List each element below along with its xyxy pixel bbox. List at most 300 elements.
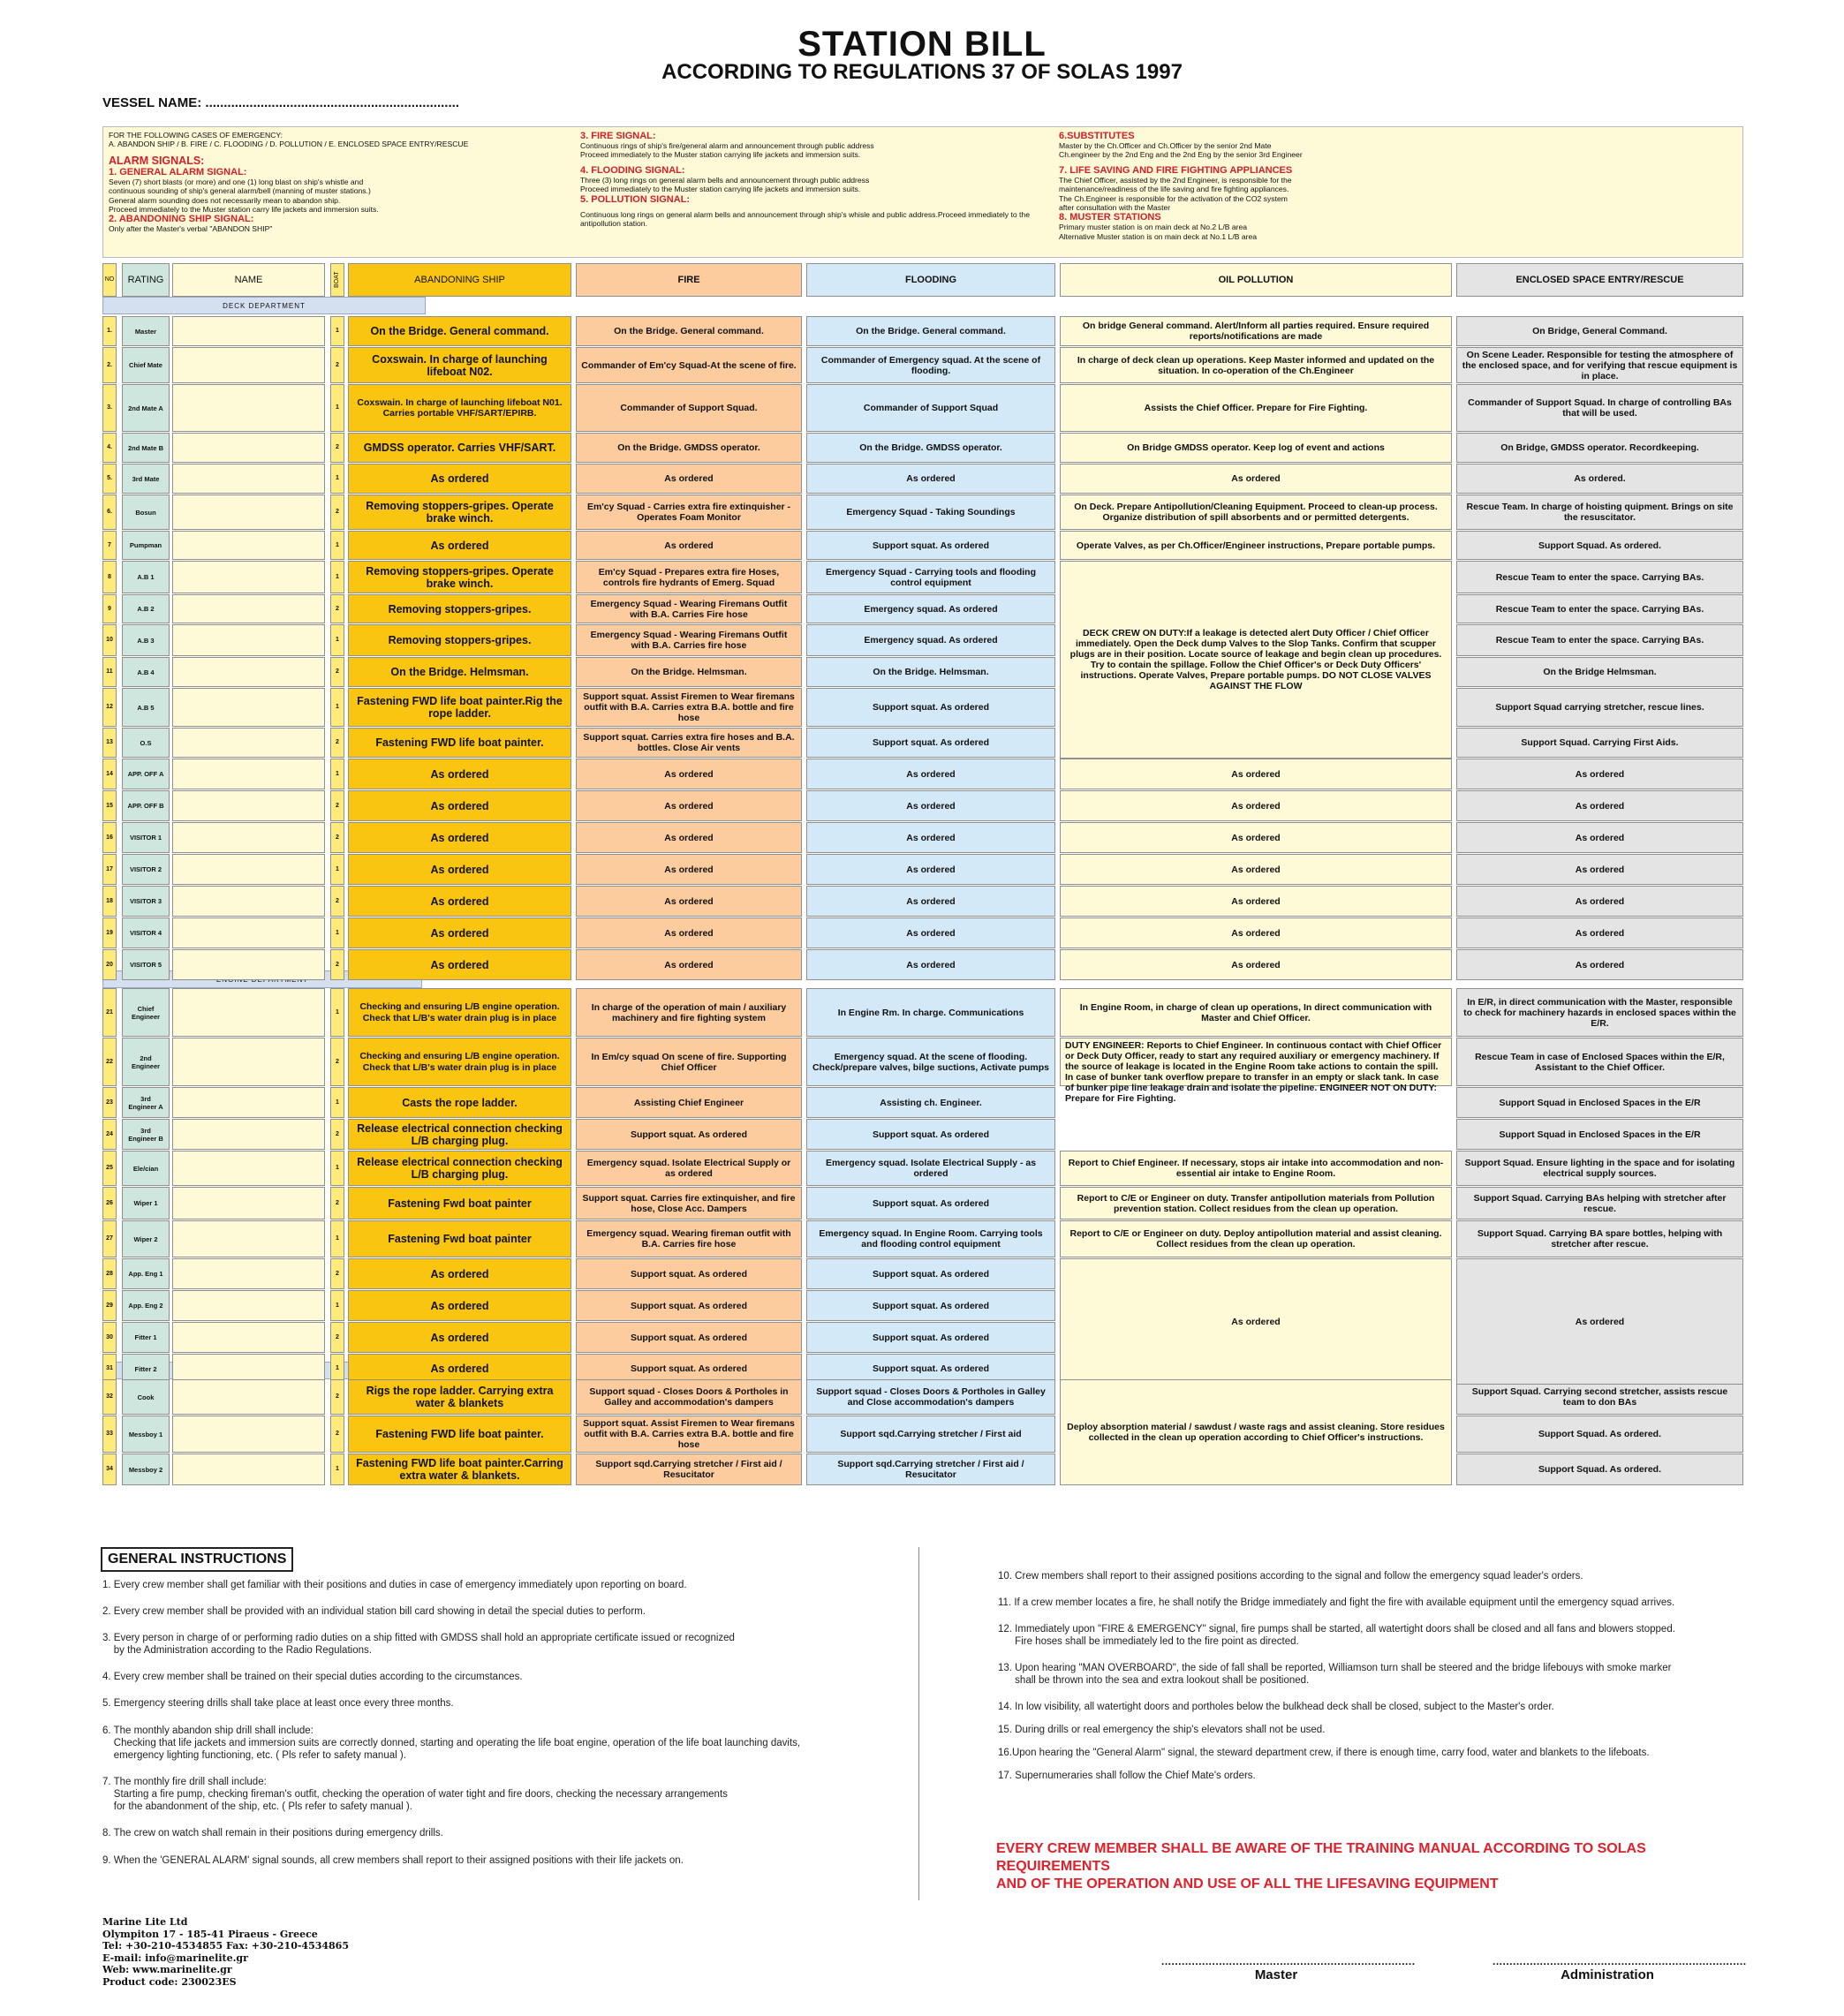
duty-abandon-ship: Removing stoppers-gripes. (348, 594, 571, 623)
instruction-line: Checking that life jackets and immersion suits are correctly donned, starting and operating the life boat engine, operation of the life boat launching davits, (102, 1738, 801, 1748)
row-boat: 2 (330, 495, 344, 530)
row-number: 10 (102, 624, 117, 656)
duty-flooding: Support squat. As ordered (806, 1187, 1055, 1219)
duty-oil-pollution-engine: As ordered (1060, 1258, 1452, 1385)
row-number: 27 (102, 1220, 117, 1257)
duty-enclosed-space: As ordered (1456, 886, 1743, 917)
duty-fire: Support squat. Carries extra fire hoses and B.A. bottles. Close Air vents (576, 728, 802, 758)
duty-enclosed-space: Support Squad. Ensure lighting in the space and for isolating electrical supply sources. (1456, 1151, 1743, 1186)
duty-fire: In Em/cy squad On scene of fire. Supporting Chief Officer (576, 1038, 802, 1086)
row-name-field[interactable] (172, 657, 325, 687)
instruction-line: by the Administration according to the Radio Regulations. (102, 1645, 372, 1656)
pollution-signal-title: 5. POLLUTION SIGNAL: (580, 193, 691, 205)
duty-abandon-ship: On the Bridge. General command. (348, 316, 571, 346)
duty-flooding: Emergency squad. As ordered (806, 594, 1055, 623)
row-name-field[interactable] (172, 1187, 325, 1219)
row-rating: APP. OFF A (122, 759, 170, 789)
duty-abandon-ship: As ordered (348, 822, 571, 853)
row-name-field[interactable] (172, 1322, 325, 1353)
duty-fire: Em'cy Squad - Prepares extra fire Hoses, controls fire hydrants of Emerg. Squad (576, 561, 802, 593)
duty-fire: As ordered (576, 886, 802, 917)
row-name-field[interactable] (172, 1290, 325, 1321)
row-name-field[interactable] (172, 561, 325, 593)
row-name-field[interactable] (172, 822, 325, 853)
duty-flooding: As ordered (806, 917, 1055, 948)
duty-enclosed-space: In E/R, in direct communication with the Master, responsible to check for machinery hazards in enclosed spaces within the E/R. (1456, 988, 1743, 1037)
header-name: NAME (172, 263, 325, 297)
row-number: 2. (102, 347, 117, 383)
duty-fire: Support squat. As ordered (576, 1119, 802, 1150)
flooding-signal-title: 4. FLOODING SIGNAL: (580, 164, 685, 176)
signal-text: antipollution station. (580, 219, 647, 229)
row-boat: 1 (330, 561, 344, 593)
signal-text: Ch.engineer by the 2nd Eng and the 2nd Eng by the senior 3rd Engineer (1059, 150, 1303, 160)
row-rating: Fitter 1 (122, 1322, 170, 1353)
row-number: 19 (102, 917, 117, 948)
duty-flooding: On the Bridge. Helmsman. (806, 657, 1055, 687)
row-name-field[interactable] (172, 433, 325, 463)
intro-text: A. ABANDON SHIP / B. FIRE / C. FLOODING / D. POLLUTION / E. ENCLOSED SPACE ENTRY/RESCUE (109, 140, 469, 149)
duty-abandon-ship: As ordered (348, 1322, 571, 1353)
duty-fire: Support squat. Carries fire extinquisher, and fire hose, Close Acc. Dampers (576, 1187, 802, 1219)
row-name-field[interactable] (172, 949, 325, 980)
duty-enclosed-space: As ordered (1456, 854, 1743, 885)
duty-fire: Em'cy Squad - Carries extra fire extinquisher - Operates Foam Monitor (576, 495, 802, 530)
instruction-line: 8. The crew on watch shall remain in their positions during emergency drills. (102, 1828, 443, 1839)
duty-flooding: As ordered (806, 822, 1055, 853)
row-name-field[interactable] (172, 624, 325, 656)
row-name-field[interactable] (172, 988, 325, 1037)
duty-abandon-ship: Fastening FWD life boat painter.Rig the rope ladder. (348, 688, 571, 727)
row-boat: 1 (330, 316, 344, 346)
row-rating: Messboy 2 (122, 1453, 170, 1485)
instruction-line: 14. In low visibility, all watertight doors and portholes below the bulkhead deck shall be closed, subject to the Master's order. (998, 1702, 1554, 1712)
duty-oil-pollution: Operate Valves, as per Ch.Officer/Engineer instructions, Prepare portable pumps. (1060, 531, 1452, 560)
header-fire: FIRE (576, 263, 802, 297)
row-boat: 1 (330, 464, 344, 494)
duty-enclosed-space: As ordered (1456, 949, 1743, 980)
instruction-line: 7. The monthly fire drill shall include: (102, 1777, 267, 1787)
duty-fire: Support squat. As ordered (576, 1322, 802, 1353)
instruction-line: Starting a fire pump, checking fireman's outfit, checking the operation of water tight and fire doors, checking the necessary arrangements (102, 1789, 728, 1800)
duty-oil-pollution: As ordered (1060, 886, 1452, 917)
row-rating: 3rd Engineer A (122, 1087, 170, 1118)
row-rating: Ele/cian (122, 1151, 170, 1186)
duty-abandon-ship: As ordered (348, 1258, 571, 1289)
station-bill-table (102, 263, 1743, 1521)
duty-oil-pollution: As ordered (1060, 759, 1452, 789)
row-number: 3. (102, 384, 117, 432)
duty-flooding: As ordered (806, 854, 1055, 885)
duty-enclosed-space: Support Squad. As ordered. (1456, 1453, 1743, 1485)
duty-fire: Support sqd.Carrying stretcher / First aid / Resucitator (576, 1453, 802, 1485)
row-name-field[interactable] (172, 594, 325, 623)
duty-flooding: Support squat. As ordered (806, 1290, 1055, 1321)
duty-flooding: As ordered (806, 790, 1055, 821)
row-number: 20 (102, 949, 117, 980)
training-warning (996, 1840, 1756, 1893)
duty-oil-pollution: In charge of deck clean up operations. Keep Master informed and updated on the situation. In co-operation of the Ch.Engineer (1060, 347, 1452, 383)
duty-flooding: As ordered (806, 886, 1055, 917)
duty-fire: As ordered (576, 949, 802, 980)
master-signature[interactable] (1161, 1955, 1416, 1982)
duty-fire: As ordered (576, 822, 802, 853)
duty-abandon-ship: Release electrical connection checking L/B charging plug. (348, 1119, 571, 1150)
duty-abandon-ship: Removing stoppers-gripes. Operate brake winch. (348, 495, 571, 530)
row-boat: 1 (330, 384, 344, 432)
signal-text: continuous sounding of ship's general alarm/bell (manning of muster stations.) (109, 186, 371, 196)
duty-abandon-ship: As ordered (348, 790, 571, 821)
row-rating: A.B 3 (122, 624, 170, 656)
lsa-title: 7. LIFE SAVING AND FIRE FIGHTING APPLIANCES (1059, 164, 1293, 176)
duty-oil-pollution: Report to C/E or Engineer on duty. Deploy antipollution material and assist cleaning. Collect residues from the clean up operation. (1060, 1220, 1452, 1257)
duty-fire: Support squat. As ordered (576, 1354, 802, 1384)
row-rating: 2nd Mate A (122, 384, 170, 432)
duty-enclosed-space: Support Squad. As ordered. (1456, 1416, 1743, 1453)
row-rating: 2nd Engineer (122, 1038, 170, 1086)
publisher-info (102, 1916, 349, 1988)
row-rating: VISITOR 2 (122, 854, 170, 885)
alarm-signals-panel (102, 126, 1743, 258)
duty-fire: As ordered (576, 854, 802, 885)
row-name-field[interactable] (172, 854, 325, 885)
duty-abandon-ship: As ordered (348, 1354, 571, 1384)
row-name-field[interactable] (172, 1379, 325, 1415)
header-flooding: FLOODING (806, 263, 1055, 297)
row-name-field[interactable] (172, 759, 325, 789)
duty-flooding: Assisting ch. Engineer. (806, 1087, 1055, 1118)
row-name-field[interactable] (172, 886, 325, 917)
instruction-line: 3. Every person in charge of or performing radio duties on a ship fitted with GMDSS shall hold an appropriate certificate issued or recognized (102, 1633, 735, 1643)
duty-oil-pollution: Assists the Chief Officer. Prepare for Fire Fighting. (1060, 384, 1452, 432)
row-rating: Fitter 2 (122, 1354, 170, 1384)
signal-text: Three (3) long rings on general alarm bells and announcement through public address (580, 175, 870, 185)
header-oil-pollution: OIL POLLUTION (1060, 263, 1452, 297)
duty-enclosed-space: As ordered (1456, 759, 1743, 789)
duty-abandon-ship: Fastening FWD life boat painter. (348, 728, 571, 758)
deck-department-band: DECK DEPARTMENT (102, 297, 426, 314)
row-number: 18 (102, 886, 117, 917)
vessel-name-field[interactable]: VESSEL NAME: ..................................................................... (102, 95, 459, 110)
instruction-line: 13. Upon hearing "MAN OVERBOARD", the side of fall shall be reported, Williamson turn shall be steered and the bridge lifebouys with smoke marker (998, 1663, 1672, 1673)
duty-abandon-ship: Rigs the rope ladder. Carrying extra water & blankets (348, 1379, 571, 1415)
duty-fire: As ordered (576, 917, 802, 948)
duty-enclosed-space: Support Squad carrying stretcher, rescue lines. (1456, 688, 1743, 727)
duty-abandon-ship: Fastening FWD life boat painter. (348, 1416, 571, 1453)
duty-enclosed-space: On Scene Leader. Responsible for testing the atmosphere of the enclosed space, and for verifying that rescue equipment is in place. (1456, 347, 1743, 383)
duty-flooding: Support squad - Closes Doors & Portholes in Galley and Close accommodation's dampers (806, 1379, 1055, 1415)
row-number: 33 (102, 1416, 117, 1453)
master-label: Master (1254, 1967, 1298, 1982)
signal-text: The Ch.Engineer is responsible for the activation of the CO2 system (1059, 193, 1288, 203)
duty-flooding: Commander of Emergency squad. At the scene of flooding. (806, 347, 1055, 383)
row-boat: 2 (330, 433, 344, 463)
duty-fire: On the Bridge. GMDSS operator. (576, 433, 802, 463)
row-rating: A.B 1 (122, 561, 170, 593)
row-number: 5. (102, 464, 117, 494)
row-boat: 1 (330, 1151, 344, 1186)
row-rating: Cook (122, 1379, 170, 1415)
instruction-line: 4. Every crew member shall be trained on their special duties according to the circumstances. (102, 1672, 523, 1682)
duty-flooding: As ordered (806, 464, 1055, 494)
duty-abandon-ship: As ordered (348, 949, 571, 980)
row-number: 15 (102, 790, 117, 821)
row-name-field[interactable] (172, 1453, 325, 1485)
row-name-field[interactable] (172, 464, 325, 494)
row-name-field[interactable] (172, 917, 325, 948)
instruction-line: 2. Every crew member shall be provided with an individual station bill card showing in detail the special duties to perform. (102, 1606, 646, 1617)
duty-oil-pollution: On bridge General command. Alert/Inform all parties required. Ensure required reports/notifications are made (1060, 316, 1452, 346)
row-rating: VISITOR 4 (122, 917, 170, 948)
duty-enclosed-space: Rescue Team in case of Enclosed Spaces within the E/R, Assistant to the Chief Officer. (1456, 1038, 1743, 1086)
duty-oil-pollution: As ordered (1060, 822, 1452, 853)
instruction-line: 6. The monthly abandon ship drill shall include: (102, 1725, 314, 1736)
signals-col-3 (1059, 131, 1553, 241)
duty-flooding: Support squat. As ordered (806, 531, 1055, 560)
signature-line: ........................................................................... (1493, 1955, 1747, 1967)
instructions-divider (918, 1547, 919, 1900)
duty-abandon-ship: Coxswain. In charge of launching lifeboat N01. Carries portable VHF/SART/EPIRB. (348, 384, 571, 432)
duty-abandon-ship: Casts the rope ladder. (348, 1087, 571, 1118)
instruction-line: 11. If a crew member locates a fire, he shall notify the Bridge immediately and fight the fire with available equipment until the emergency squad arrives. (998, 1597, 1675, 1608)
row-boat: 1 (330, 1290, 344, 1321)
duty-abandon-ship: As ordered (348, 464, 571, 494)
duty-fire: As ordered (576, 531, 802, 560)
row-boat: 2 (330, 1416, 344, 1453)
duty-flooding: Support squat. As ordered (806, 688, 1055, 727)
duty-flooding: Support squat. As ordered (806, 1322, 1055, 1353)
row-number: 30 (102, 1322, 117, 1353)
header-no: NO (102, 263, 117, 297)
instruction-line: 15. During drills or real emergency the ship's elevators shall not be used. (998, 1725, 1326, 1735)
duty-flooding: Emergency squad. Isolate Electrical Supply - as ordered (806, 1151, 1055, 1186)
duty-enclosed-space: As ordered. (1456, 464, 1743, 494)
row-boat: 1 (330, 759, 344, 789)
row-rating: Chief Engineer (122, 988, 170, 1037)
row-name-field[interactable] (172, 1087, 325, 1118)
row-number: 11 (102, 657, 117, 687)
row-boat: 2 (330, 1119, 344, 1150)
row-boat: 2 (330, 728, 344, 758)
row-boat: 1 (330, 1354, 344, 1384)
duty-enclosed-space: As ordered (1456, 790, 1743, 821)
instruction-line: Fire hoses shall be immediately led to the fire point as directed. (998, 1636, 1299, 1647)
duty-enclosed-space: Rescue Team. In charge of hoisting quipment. Brings on site the resuscitator. (1456, 495, 1743, 530)
row-boat: 1 (330, 531, 344, 560)
publisher-email: E-mail: info@marinelite.gr (102, 1952, 248, 1964)
signal-text: Seven (7) short blasts (or more) and one (1) long blast on ship's whistle and (109, 177, 364, 186)
row-number: 8 (102, 561, 117, 593)
row-number: 14 (102, 759, 117, 789)
row-name-field[interactable] (172, 384, 325, 432)
signals-col-2 (580, 131, 1075, 228)
substitutes-title: 6.SUBSTITUTES (1059, 131, 1135, 141)
row-boat: 2 (330, 1379, 344, 1415)
signal-text: Primary muster station is on main deck at No.2 L/B area (1059, 223, 1248, 232)
duty-oil-pollution: Report to Chief Engineer. If necessary, stops air intake into accommodation and non-essential air intake to Engine Room. (1060, 1151, 1452, 1186)
row-name-field[interactable] (172, 1258, 325, 1289)
row-boat: 2 (330, 657, 344, 687)
duty-abandon-ship: Fastening Fwd boat painter (348, 1220, 571, 1257)
duty-flooding: Support squat. As ordered (806, 1354, 1055, 1384)
duty-fire: Support squat. As ordered (576, 1290, 802, 1321)
signal-text: Continuous long rings on general alarm bells and announcement through ship's whisle and public address.Proceed immediately to the (580, 209, 1030, 219)
fire-signal-title: 3. FIRE SIGNAL: (580, 131, 656, 141)
duty-enclosed-engine: As ordered (1456, 1258, 1743, 1385)
row-name-field[interactable] (172, 347, 325, 383)
signal-text: Alternative Muster station is on main deck at No.1 L/B area (1059, 231, 1258, 241)
duty-abandon-ship: Removing stoppers-gripes. Operate brake winch. (348, 561, 571, 593)
row-name-field[interactable] (172, 1416, 325, 1453)
duty-oil-pollution: As ordered (1060, 917, 1452, 948)
duty-flooding: As ordered (806, 759, 1055, 789)
row-rating: App. Eng 1 (122, 1258, 170, 1289)
header-enclosed-space: ENCLOSED SPACE ENTRY/RESCUE (1456, 263, 1743, 297)
page-title: STATION BILL (797, 25, 1047, 64)
row-name-field[interactable] (172, 531, 325, 560)
row-boat: 1 (330, 1087, 344, 1118)
instruction-line: for the abandonment of the ship, etc. ( Pls refer to safety manual ). (102, 1801, 412, 1812)
row-rating: A.B 2 (122, 594, 170, 623)
duty-flooding: Support squat. As ordered (806, 728, 1055, 758)
row-number: 17 (102, 854, 117, 885)
duty-oil-pollution: On Bridge GMDSS operator. Keep log of event and actions (1060, 433, 1452, 463)
row-boat: 2 (330, 1258, 344, 1289)
row-boat: 1 (330, 1220, 344, 1257)
row-rating: App. Eng 2 (122, 1290, 170, 1321)
row-name-field[interactable] (172, 495, 325, 530)
row-rating: VISITOR 3 (122, 886, 170, 917)
duty-fire: Support squat. Assist Firemen to Wear firemans outfit with B.A. Carries extra B.A. bottle and fire hose (576, 688, 802, 727)
duty-enclosed-space: Support Squad. Carrying second stretcher, assists rescue team to don BAs (1456, 1379, 1743, 1415)
row-boat: 1 (330, 688, 344, 727)
row-rating: APP. OFF B (122, 790, 170, 821)
row-name-field[interactable] (172, 1038, 325, 1086)
duty-oil-pollution: In Engine Room, in charge of clean up operations, In direct communication with Master and Chief Officer. (1060, 988, 1452, 1037)
duty-oil-pollution-steward: Deploy absorption material / sawdust / waste rags and assist cleaning. Store residues collected in the clean up operation according to Chief Officer's instructions. (1060, 1379, 1452, 1485)
row-number: 28 (102, 1258, 117, 1289)
row-name-field[interactable] (172, 790, 325, 821)
duty-oil-pollution: As ordered (1060, 854, 1452, 885)
instruction-line: 10. Crew members shall report to their assigned positions according to the signal and follow the emergency squad leader's orders. (998, 1571, 1583, 1582)
row-boat: 2 (330, 1187, 344, 1219)
duty-fire: Emergency squad. Isolate Electrical Supply or as ordered (576, 1151, 802, 1186)
administration-signature[interactable] (1493, 1955, 1747, 1982)
duty-fire: As ordered (576, 759, 802, 789)
signal-text: Continuous rings of ship's fire/general alarm and announcement through public address (580, 141, 874, 150)
duty-enclosed-space: As ordered (1456, 917, 1743, 948)
alarm-signals-title: ALARM SIGNALS: (109, 154, 205, 167)
header-abandon: ABANDONING SHIP (348, 263, 571, 297)
duty-flooding: In Engine Rm. In charge. Communications (806, 988, 1055, 1037)
duty-oil-pollution: Report to C/E or Engineer on duty. Transfer antipollution materials from Pollution prevention station. Collect residues from the clean up operation. (1060, 1187, 1452, 1219)
row-number: 22 (102, 1038, 117, 1086)
duty-flooding: Commander of Support Squad (806, 384, 1055, 432)
duty-flooding: Support squat. As ordered (806, 1258, 1055, 1289)
general-instructions-title: GENERAL INSTRUCTIONS (101, 1547, 293, 1572)
row-name-field[interactable] (172, 688, 325, 727)
row-number: 31 (102, 1354, 117, 1384)
signal-text: General alarm sounding does not necessarily mean to abandon ship. (109, 195, 341, 205)
row-rating: A.B 4 (122, 657, 170, 687)
signal-text: The Chief Officer, assisted by the 2nd Engineer, is responsible for the (1059, 175, 1292, 185)
product-code: Product code: 230023ES (102, 1975, 237, 1988)
duty-enclosed-space: On Bridge, GMDSS operator. Recordkeeping. (1456, 433, 1743, 463)
instruction-line: emergency lighting functioning, etc. ( Pls refer to safety manual ). (102, 1750, 406, 1761)
duty-flooding: On the Bridge. General command. (806, 316, 1055, 346)
duty-fire: Emergency Squad - Wearing Firemans Outfit with B.A. Carries fire hose (576, 624, 802, 656)
administration-label: Administration (1561, 1967, 1654, 1982)
row-number: 13 (102, 728, 117, 758)
row-rating: VISITOR 1 (122, 822, 170, 853)
header-rating: RATING (122, 263, 170, 297)
duty-abandon-ship: As ordered (348, 886, 571, 917)
duty-oil-pollution: As ordered (1060, 464, 1452, 494)
row-name-field[interactable] (172, 1220, 325, 1257)
duty-fire: In charge of the operation of main / auxiliary machinery and fire fighting system (576, 988, 802, 1037)
duty-enclosed-space: As ordered (1456, 822, 1743, 853)
row-rating: 3rd Engineer B (122, 1119, 170, 1150)
duty-abandon-ship: As ordered (348, 759, 571, 789)
duty-enclosed-space: Support Squad. Carrying BAs helping with stretcher after rescue. (1456, 1187, 1743, 1219)
duty-flooding: As ordered (806, 949, 1055, 980)
general-alarm-title: 1. GENERAL ALARM SIGNAL: (109, 166, 247, 177)
duty-enclosed-space: Support Squad. Carrying First Aids. (1456, 728, 1743, 758)
duty-fire: Support squat. As ordered (576, 1258, 802, 1289)
row-number: 4. (102, 433, 117, 463)
duty-fire: As ordered (576, 464, 802, 494)
row-boat: 2 (330, 886, 344, 917)
duty-abandon-ship: Removing stoppers-gripes. (348, 624, 571, 656)
row-name-field[interactable] (172, 1151, 325, 1186)
signal-text: Proceed immediately to the Muster station carrying life jackets and immersion suits. (580, 150, 861, 160)
row-rating: Wiper 2 (122, 1220, 170, 1257)
row-number: 26 (102, 1187, 117, 1219)
row-rating: A.B 5 (122, 688, 170, 727)
header-boat: BOAT (330, 263, 344, 297)
row-name-field[interactable] (172, 728, 325, 758)
warning-line: EVERY CREW MEMBER SHALL BE AWARE OF THE TRAINING MANUAL ACCORDING TO SOLAS REQUIREMENTS (996, 1841, 1646, 1874)
row-number: 24 (102, 1119, 117, 1150)
row-boat: 2 (330, 1038, 344, 1086)
row-boat: 1 (330, 1453, 344, 1485)
duty-fire: Support squat. Assist Firemen to Wear firemans outfit with B.A. Carries extra B.A. bottle and fire hose (576, 1416, 802, 1453)
duty-flooding: Emergency Squad - Carrying tools and flooding control equipment (806, 561, 1055, 593)
duty-fire: Emergency Squad - Wearing Firemans Outfit with B.A. Carries Fire hose (576, 594, 802, 623)
signal-text: after consultation with the Master (1059, 203, 1171, 213)
row-name-field[interactable] (172, 316, 325, 346)
row-boat: 2 (330, 1322, 344, 1353)
row-number: 9 (102, 594, 117, 623)
duty-flooding: Support squat. As ordered (806, 1119, 1055, 1150)
row-number: 29 (102, 1290, 117, 1321)
duty-oil-pollution-deck-crew: DECK CREW ON DUTY:If a leakage is detected alert Duty Officer / Chief Officer immediately. Open the Deck dump Valves to the Slop Tanks. Confirm that scupper plugs are in their position. Locate source of leakage and begin clean up procedures. Try to contain the spillage. Follow the Chief Officer's or Deck Duty Officers' instructions. Operate Valves, Prepare portable pumps. DO NOT CLOSE VALVES AGAINST THE FLOW (1060, 561, 1452, 759)
duty-flooding: Emergency squad. At the scene of flooding. Check/prepare valves, bilge suctions, Activate pumps (806, 1038, 1055, 1086)
signal-text: Proceed immediately to the Muster station carry life jackets and immersion suits. (109, 205, 379, 215)
duty-fire: Support squad - Closes Doors & Portholes in Galley and accommodation's dampers (576, 1379, 802, 1415)
page-subtitle: ACCORDING TO REGULATIONS 37 OF SOLAS 1997 (661, 60, 1183, 84)
signal-text: Only after the Master's verbal "ABANDON SHIP" (109, 224, 273, 234)
row-boat: 1 (330, 988, 344, 1037)
duty-enclosed-space: Support Squad. As ordered. (1456, 531, 1743, 560)
publisher-address: Olympiton 17 - 185-41 Piraeus - Greece (102, 1928, 318, 1940)
intro-text: FOR THE FOLLOWING CASES OF EMERGENCY: (109, 131, 283, 140)
row-number: 32 (102, 1379, 117, 1415)
row-name-field[interactable] (172, 1119, 325, 1150)
duty-abandon-ship: On the Bridge. Helmsman. (348, 657, 571, 687)
publisher-name: Marine Lite Ltd (102, 1916, 188, 1928)
signals-col-1 (109, 131, 568, 234)
